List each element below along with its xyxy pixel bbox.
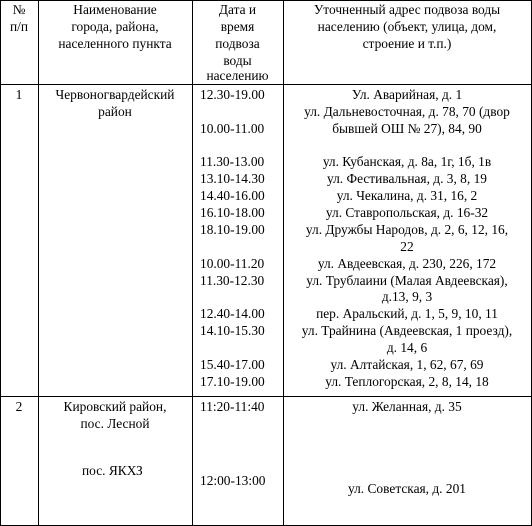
header-name-line: населенного пункта [58, 36, 172, 51]
district-name-line: район [98, 104, 132, 119]
table-border-left [0, 0, 1, 526]
delivery-address-line: ул. Авдеевская, д. 230, 226, 172 [317, 256, 497, 271]
delivery-address-line: ул. Советская, д. 201 [348, 481, 466, 496]
delivery-time: 11.30-12.30 [200, 273, 265, 288]
delivery-time: 15.40-17.00 [200, 357, 265, 372]
delivery-time: 11:20-11:40 [200, 399, 265, 414]
col-divider-1 [38, 0, 39, 526]
header-address-line: населению (объект, улица, дом, [317, 19, 497, 34]
row-number: 1 [15, 87, 23, 102]
delivery-address-line: ул. Желанная, д. 35 [352, 399, 462, 414]
delivery-time: 12:00-13:00 [200, 473, 266, 488]
header-num-line: № [12, 2, 26, 17]
delivery-address-line: ул. Алтайская, 1, 62, 67, 69 [330, 357, 484, 372]
delivery-address-line: ул. Теплогорская, 2, 8, 14, 18 [325, 374, 489, 389]
delivery-time: 17.10-19.00 [200, 374, 265, 389]
delivery-address-line: Ул. Аварийная, д. 1 [351, 87, 463, 102]
header-time-line: воды [223, 53, 252, 68]
delivery-address-line: ул. Ставропольская, д. 16-32 [325, 205, 489, 220]
row1-bottom-line [0, 396, 532, 397]
delivery-time: 10.00-11.00 [200, 121, 265, 136]
delivery-address-line: бывшей ОШ № 27), 84, 90 [332, 121, 482, 136]
delivery-address-line: ул. Фестивальная, д. 3, 8, 19 [327, 171, 487, 186]
delivery-time: 13.10-14.30 [200, 171, 265, 186]
delivery-address-line: д. 14, 6 [386, 340, 428, 355]
delivery-time: 16.10-18.00 [200, 205, 265, 220]
header-address-line: Уточненный адрес подвоза воды [313, 2, 501, 17]
district-name-line: Кировский район, [63, 399, 167, 414]
delivery-address-line: ул. Кубанская, д. 8а, 1г, 1б, 1в [322, 154, 492, 169]
delivery-address-line: ул. Чекалина, д. 31, 16, 2 [336, 188, 478, 203]
delivery-time: 14.10-15.30 [200, 323, 265, 338]
delivery-address-line: д.13, 9, 3 [381, 289, 433, 304]
delivery-time: 10.00-11.20 [200, 256, 265, 271]
delivery-time: 12.30-19.00 [200, 87, 265, 102]
header-time-line: населению [206, 68, 269, 83]
delivery-address-line: ул. Трайнина (Авдеевская, 1 проезд), [301, 323, 513, 338]
district-name-line: пос. Лесной [80, 416, 150, 431]
header-time-line: подвоза [215, 36, 260, 51]
row-number: 2 [15, 399, 23, 414]
header-num-line: п/п [9, 19, 29, 34]
delivery-address-line: ул. Трублаини (Малая Авдеевская), [306, 273, 508, 288]
header-name-line: Наименование [73, 2, 157, 17]
district-name-line: пос. ЯКХЗ [82, 463, 143, 478]
delivery-address-line: 22 [400, 239, 414, 254]
header-name-line: города, района, [71, 19, 159, 34]
delivery-address-line: ул. Дружбы Народов, д. 2, 6, 12, 16, [305, 222, 509, 237]
delivery-time: 12.40-14.00 [200, 306, 265, 321]
delivery-time: 11.30-13.00 [200, 154, 265, 169]
header-time-line: Дата и [218, 2, 257, 17]
delivery-address-line: ул. Дальневосточная, д. 78, 70 (двор [304, 104, 510, 119]
header-address-line: строение и т.п.) [362, 36, 452, 51]
delivery-time: 14.40-16.00 [200, 188, 265, 203]
district-name-line: Червоногвардейский [55, 87, 175, 102]
delivery-address-line: пер. Аральский, д. 1, 5, 9, 10, 11 [316, 306, 498, 321]
header-time-line: время [220, 19, 255, 34]
delivery-time: 18.10-19.00 [200, 222, 265, 237]
